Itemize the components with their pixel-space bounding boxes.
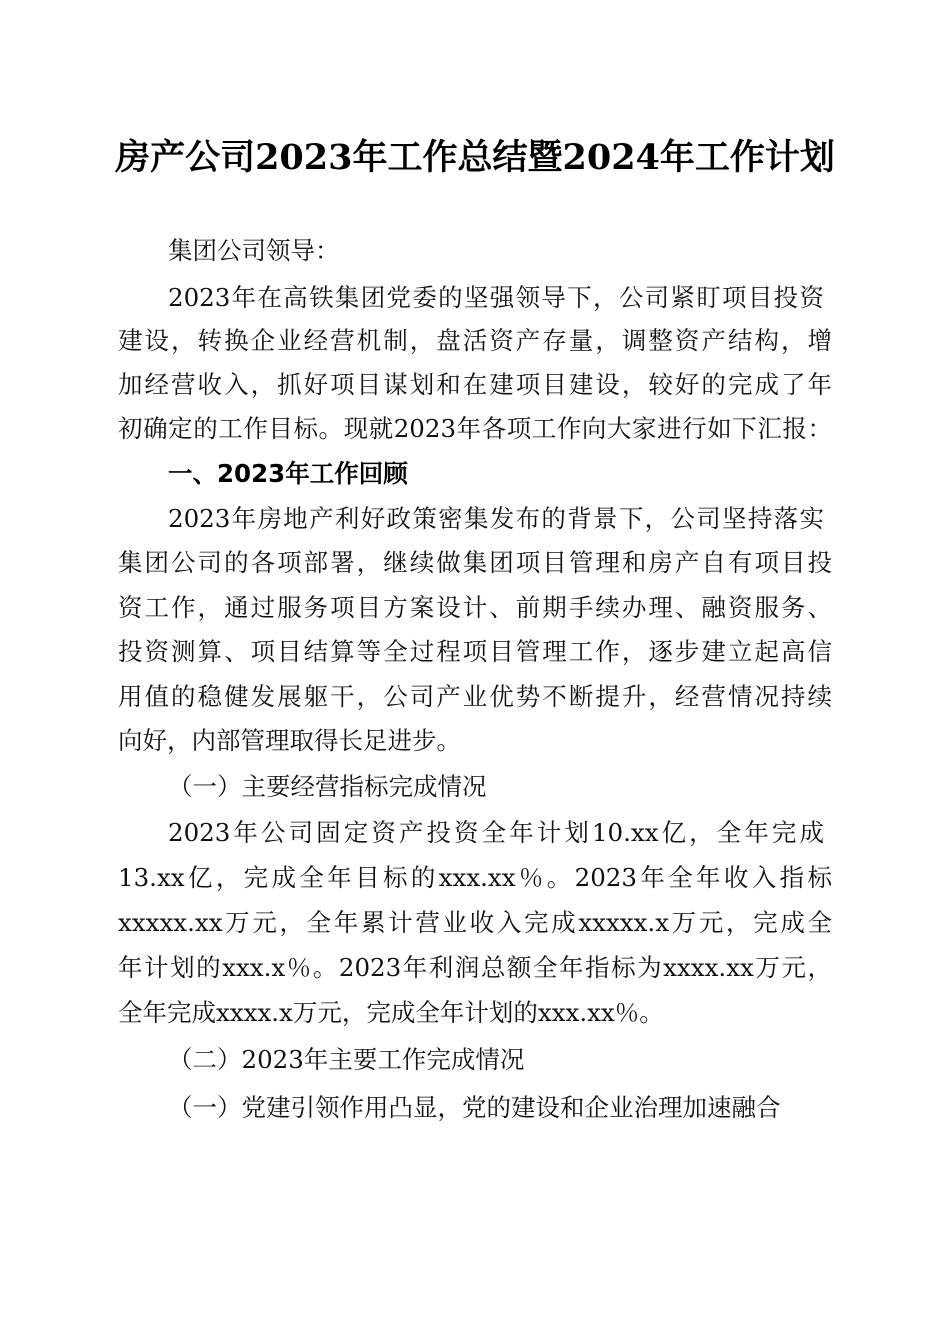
indicator-line-1: 2023年公司固定资产投资全年计划10.xx亿，全年完成 [168,818,824,847]
intro-line-3: 加经营收入，抓好项目谋划和在建项目建设，较好的完成了年 [118,370,832,399]
indicator-line-4: 年计划的xxx.x％。2023年利润总额全年指标为xxxx.xx万元， [118,953,832,982]
indicator-line-5: 全年完成xxxx.x万元，完成全年计划的xxx.xx％。 [118,998,664,1027]
review-line-4: 投资测算、项目结算等全过程项目管理工作，逐步建立起高信 [118,637,832,666]
section-heading-review: 一、2023年工作回顾 [168,459,408,488]
indicator-line-2: 13.xx亿，完成全年目标的xxx.xx％。2023年全年收入指标 [118,863,832,892]
indicator-line-3: xxxxx.xx万元，全年累计营业收入完成xxxxx.x万元，完成全 [118,908,832,937]
intro-line-2: 建设，转换企业经营机制，盘活资产存量，调整资产结构，增 [118,326,832,355]
review-line-3: 资工作，通过服务项目方案设计、前期手续办理、融资服务、 [118,593,832,622]
intro-line-4: 初确定的工作目标。现就2023年各项工作向大家进行如下汇报： [118,414,832,443]
review-line-1: 2023年房地产利好政策密集发布的背景下，公司坚持落实 [168,504,824,533]
intro-line-1: 2023年在高铁集团党委的坚强领导下，公司紧盯项目投资 [168,283,824,312]
subheading-indicators: （一）主要经营指标完成情况 [168,772,487,801]
salutation: 集团公司领导： [168,236,340,265]
review-line-2: 集团公司的各项部署，继续做集团项目管理和房产自有项目投 [118,548,832,577]
document-title: 房产公司2023年工作总结暨2024年工作计划 [115,137,835,178]
subheading-party-building: （一）党建引领作用凸显，党的建设和企业治理加速融合 [168,1093,781,1122]
review-line-5: 用值的稳健发展躯干，公司产业优势不断提升，经营情况持续 [118,682,832,711]
review-line-6: 向好，内部管理取得长足进步。 [118,726,461,755]
subheading-main-work: （二）2023年主要工作完成情况 [168,1045,525,1074]
